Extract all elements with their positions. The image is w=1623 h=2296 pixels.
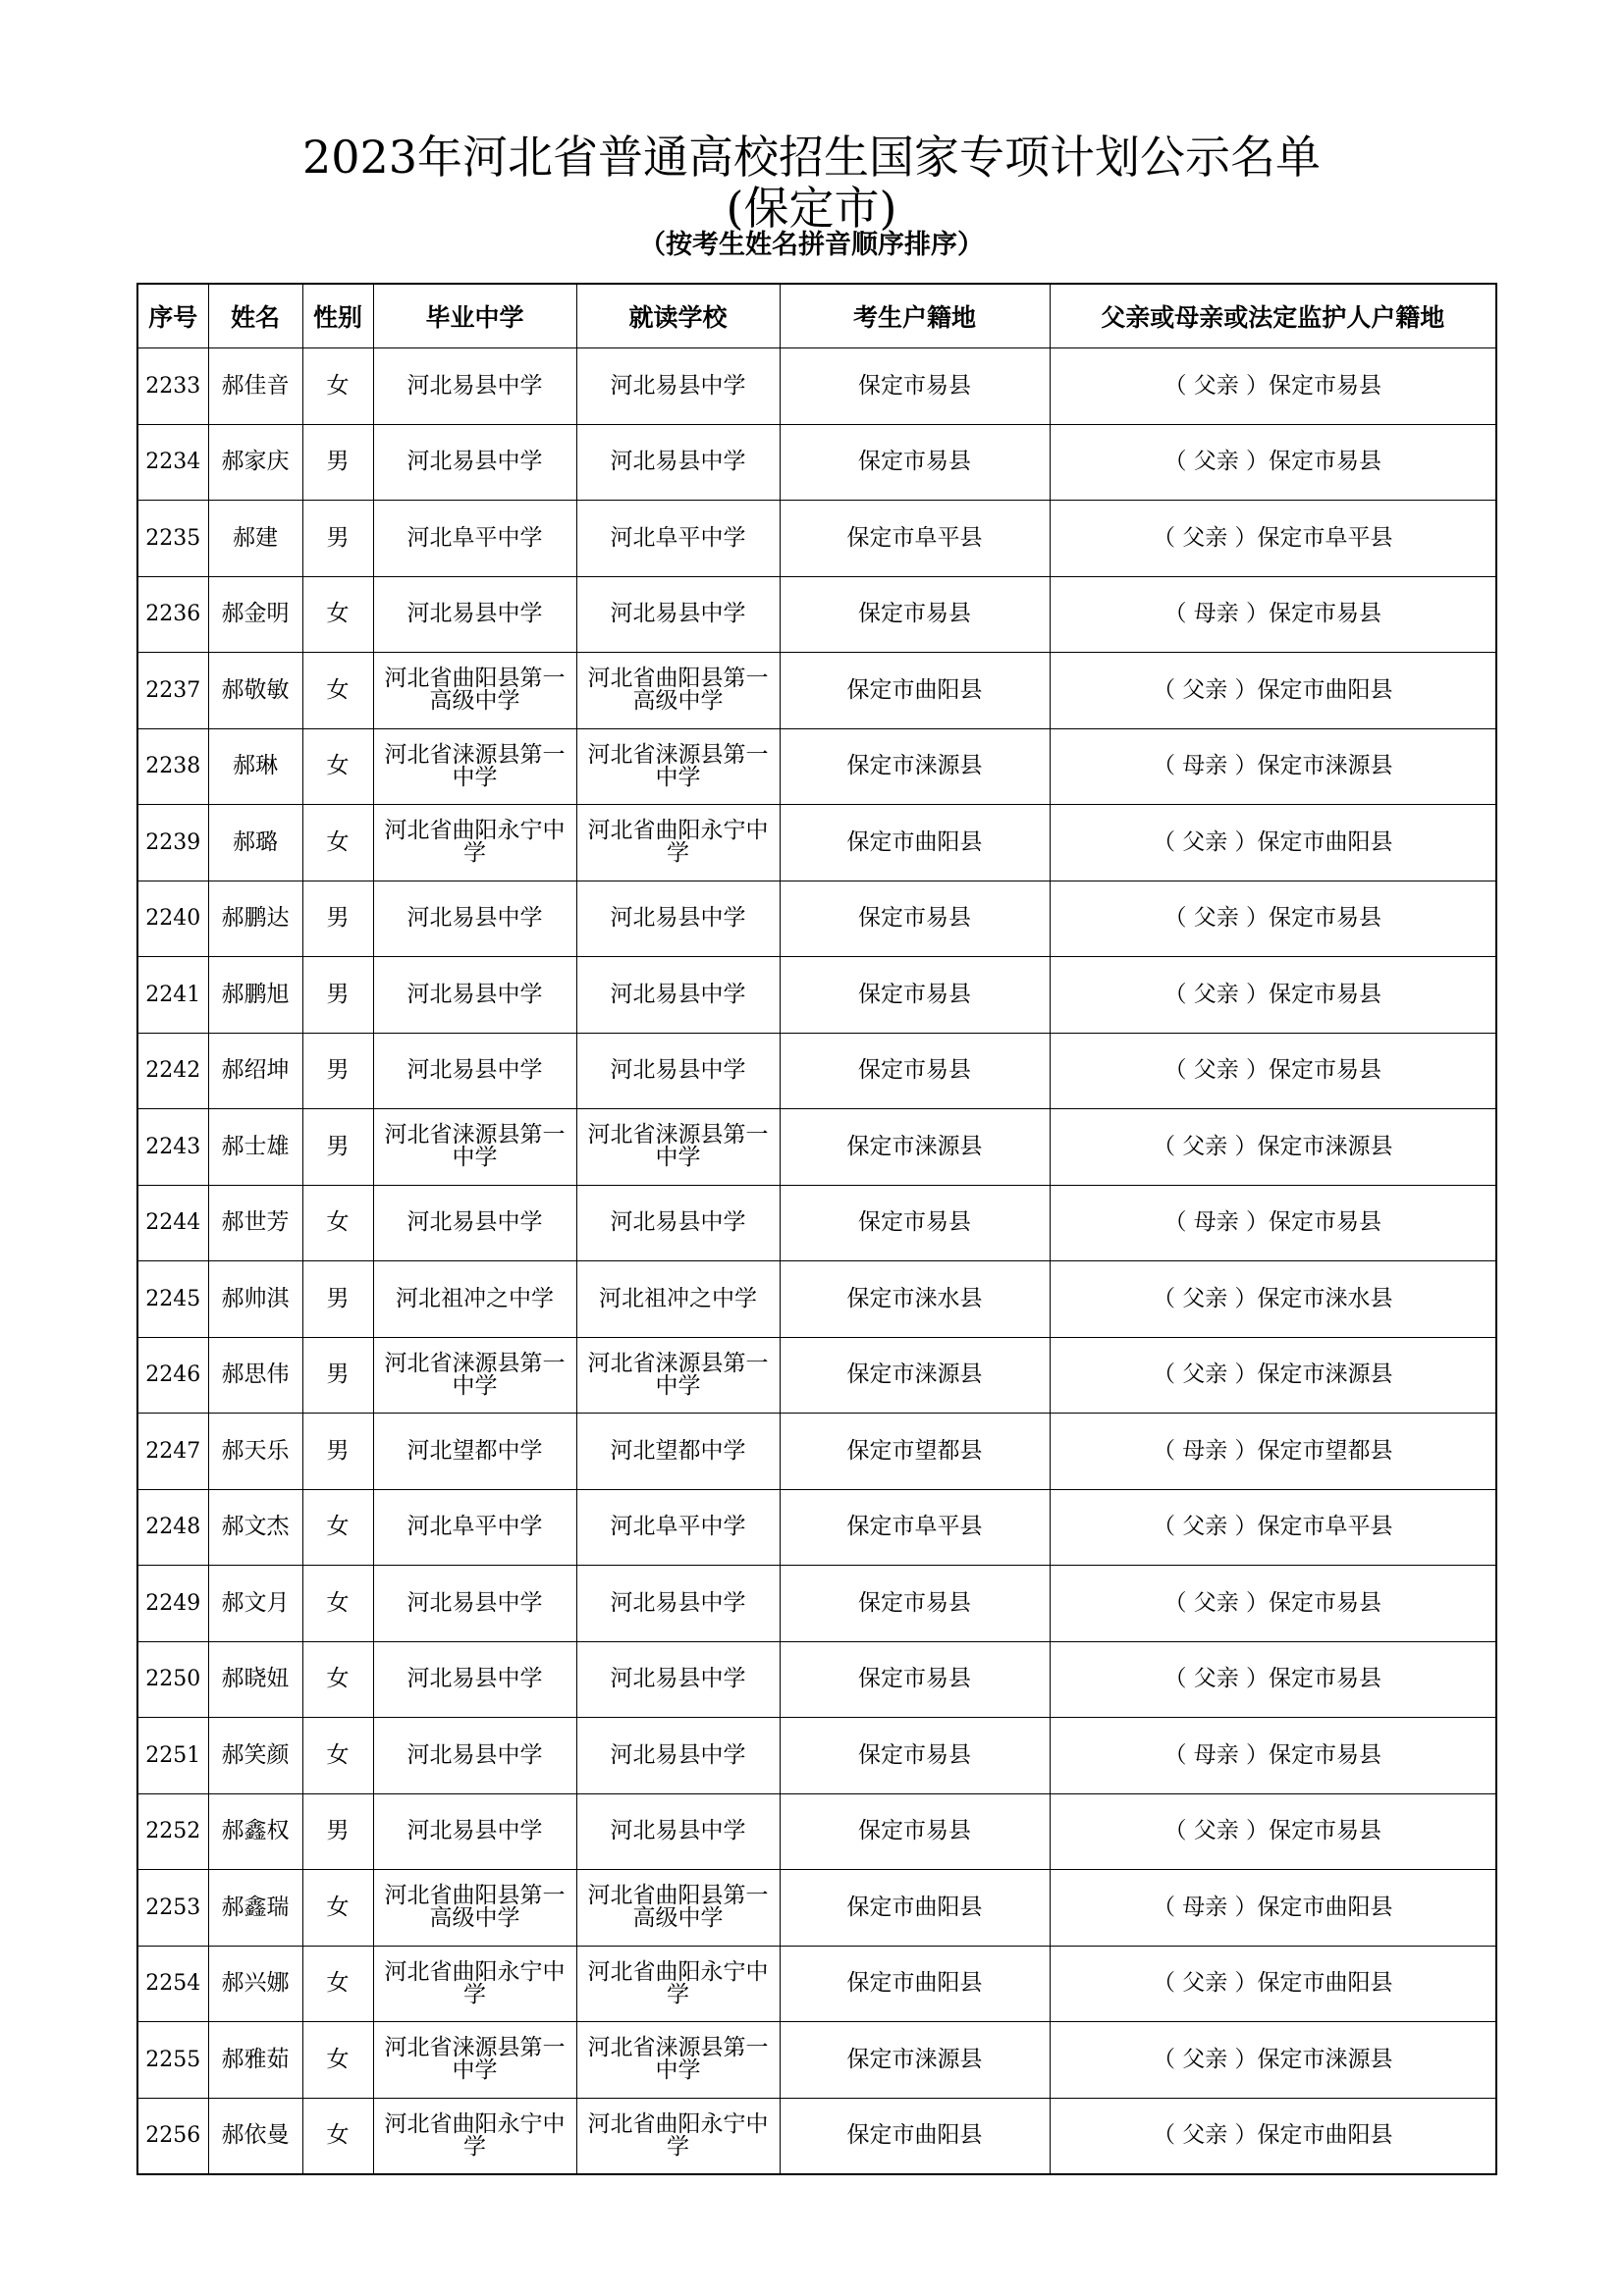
- gender-cell: 女: [302, 576, 373, 653]
- serial-cell: 2248: [137, 1489, 208, 1566]
- current-school-cell: 河北阜平中学: [576, 1489, 780, 1566]
- name-cell: 郝思伟: [208, 1337, 302, 1414]
- serial-cell: 2234: [137, 424, 208, 501]
- guardian-hukou-cell: （ 父亲 ）保定市涞水县: [1050, 1261, 1496, 1338]
- student-hukou-cell: 保定市阜平县: [780, 1489, 1050, 1566]
- name-cell: 郝琳: [208, 728, 302, 805]
- guardian-hukou-cell: （ 母亲 ）保定市易县: [1050, 1718, 1496, 1794]
- graduated-school-cell: 河北阜平中学: [373, 1489, 576, 1566]
- table-row: [137, 1185, 1496, 1261]
- serial-cell: 2244: [137, 1185, 208, 1261]
- serial-cell: 2247: [137, 1414, 208, 1490]
- guardian-hukou-cell: （ 父亲 ）保定市易县: [1050, 1033, 1496, 1109]
- table-row: [137, 1261, 1496, 1338]
- graduated-school-cell: 河北省涞源县第一中学: [373, 1337, 576, 1414]
- current-school-cell: 河北易县中学: [576, 1793, 780, 1870]
- current-school-cell: 河北易县中学: [576, 1566, 780, 1642]
- student-hukou-cell: 保定市易县: [780, 1566, 1050, 1642]
- current-school-cell: 河北易县中学: [576, 1033, 780, 1109]
- current-school-cell: 河北易县中学: [576, 424, 780, 501]
- guardian-hukou-cell: （ 父亲 ）保定市涞源县: [1050, 1109, 1496, 1186]
- guardian-hukou-cell: （ 父亲 ）保定市易县: [1050, 957, 1496, 1034]
- table-row: [137, 805, 1496, 881]
- student-hukou-cell: 保定市曲阳县: [780, 805, 1050, 881]
- student-hukou-cell: 保定市易县: [780, 424, 1050, 501]
- gender-cell: 女: [302, 1185, 373, 1261]
- gender-cell: 女: [302, 2022, 373, 2099]
- guardian-hukou-cell: （ 父亲 ）保定市易县: [1050, 881, 1496, 957]
- table-row: [137, 1946, 1496, 2022]
- student-hukou-cell: 保定市涞源县: [780, 2022, 1050, 2099]
- graduated-school-cell: 河北易县中学: [373, 348, 576, 425]
- student-hukou-cell: 保定市易县: [780, 1641, 1050, 1718]
- table-row: [137, 1718, 1496, 1794]
- guardian-hukou-cell: （ 母亲 ）保定市易县: [1050, 576, 1496, 653]
- gender-cell: 女: [302, 653, 373, 729]
- student-hukou-cell: 保定市涞源县: [780, 1337, 1050, 1414]
- graduated-school-cell: 河北易县中学: [373, 881, 576, 957]
- gender-cell: 女: [302, 348, 373, 425]
- graduated-school-cell: 河北望都中学: [373, 1414, 576, 1490]
- name-cell: 郝兴娜: [208, 1946, 302, 2022]
- current-school-cell: 河北祖冲之中学: [576, 1261, 780, 1338]
- current-school-cell: 河北易县中学: [576, 1185, 780, 1261]
- gender-cell: 女: [302, 1566, 373, 1642]
- graduated-school-cell: 河北省涞源县第一中学: [373, 2022, 576, 2099]
- serial-cell: 2255: [137, 2022, 208, 2099]
- graduated-school-cell: 河北易县中学: [373, 1793, 576, 1870]
- serial-cell: 2235: [137, 501, 208, 577]
- table-row: [137, 1414, 1496, 1490]
- name-cell: 郝文杰: [208, 1489, 302, 1566]
- graduated-school-cell: 河北易县中学: [373, 1641, 576, 1718]
- guardian-hukou-cell: （ 父亲 ）保定市阜平县: [1050, 1489, 1496, 1566]
- current-school-cell: 河北省曲阳永宁中学: [576, 805, 780, 881]
- name-cell: 郝鹏达: [208, 881, 302, 957]
- serial-cell: 2241: [137, 957, 208, 1034]
- guardian-hukou-cell: （ 父亲 ）保定市曲阳县: [1050, 805, 1496, 881]
- guardian-hukou-cell: （ 母亲 ）保定市曲阳县: [1050, 1870, 1496, 1947]
- guardian-hukou-cell: （ 父亲 ）保定市易县: [1050, 1641, 1496, 1718]
- page-title: 2023年河北省普通高校招生国家专项计划公示名单: [301, 131, 1322, 184]
- graduated-school-cell: 河北易县中学: [373, 1718, 576, 1794]
- gender-cell: 女: [302, 1870, 373, 1947]
- current-school-cell: 河北易县中学: [576, 881, 780, 957]
- name-cell: 郝敬敏: [208, 653, 302, 729]
- serial-cell: 2242: [137, 1033, 208, 1109]
- serial-cell: 2243: [137, 1109, 208, 1186]
- name-cell: 郝士雄: [208, 1109, 302, 1186]
- current-school-cell: 河北阜平中学: [576, 501, 780, 577]
- student-hukou-cell: 保定市曲阳县: [780, 1946, 1050, 2022]
- gender-cell: 男: [302, 1261, 373, 1338]
- column-header: 毕业中学: [373, 284, 576, 348]
- guardian-hukou-cell: （ 父亲 ）保定市阜平县: [1050, 501, 1496, 577]
- serial-cell: 2250: [137, 1641, 208, 1718]
- current-school-cell: 河北易县中学: [576, 1641, 780, 1718]
- table-row: [137, 1109, 1496, 1186]
- serial-cell: 2233: [137, 348, 208, 425]
- column-header: 考生户籍地: [780, 284, 1050, 348]
- name-cell: 郝文月: [208, 1566, 302, 1642]
- table-row: [137, 2098, 1496, 2174]
- serial-cell: 2238: [137, 728, 208, 805]
- guardian-hukou-cell: （ 父亲 ）保定市曲阳县: [1050, 653, 1496, 729]
- guardian-hukou-cell: （ 父亲 ）保定市易县: [1050, 1793, 1496, 1870]
- serial-cell: 2249: [137, 1566, 208, 1642]
- graduated-school-cell: 河北省涞源县第一中学: [373, 1109, 576, 1186]
- guardian-hukou-cell: （ 母亲 ）保定市涞源县: [1050, 728, 1496, 805]
- column-header: 性别: [302, 284, 373, 348]
- gender-cell: 男: [302, 1109, 373, 1186]
- serial-cell: 2256: [137, 2098, 208, 2174]
- graduated-school-cell: 河北易县中学: [373, 576, 576, 653]
- table-row: [137, 1641, 1496, 1718]
- name-cell: 郝依曼: [208, 2098, 302, 2174]
- serial-cell: 2254: [137, 1946, 208, 2022]
- current-school-cell: 河北易县中学: [576, 957, 780, 1034]
- serial-cell: 2251: [137, 1718, 208, 1794]
- student-hukou-cell: 保定市曲阳县: [780, 2098, 1050, 2174]
- guardian-hukou-cell: （ 父亲 ）保定市易县: [1050, 1566, 1496, 1642]
- table-row: [137, 1337, 1496, 1414]
- graduated-school-cell: 河北易县中学: [373, 424, 576, 501]
- table-row: [137, 348, 1496, 425]
- student-hukou-cell: 保定市涞水县: [780, 1261, 1050, 1338]
- current-school-cell: 河北望都中学: [576, 1414, 780, 1490]
- graduated-school-cell: 河北易县中学: [373, 1033, 576, 1109]
- gender-cell: 男: [302, 1414, 373, 1490]
- gender-cell: 女: [302, 728, 373, 805]
- student-hukou-cell: 保定市涞源县: [780, 1109, 1050, 1186]
- table-row: [137, 653, 1496, 729]
- gender-cell: 男: [302, 424, 373, 501]
- graduated-school-cell: 河北省曲阳县第一高级中学: [373, 653, 576, 729]
- gender-cell: 女: [302, 1641, 373, 1718]
- graduated-school-cell: 河北易县中学: [373, 1185, 576, 1261]
- column-header: 姓名: [208, 284, 302, 348]
- serial-cell: 2237: [137, 653, 208, 729]
- student-hukou-cell: 保定市易县: [780, 1033, 1050, 1109]
- current-school-cell: 河北易县中学: [576, 576, 780, 653]
- graduated-school-cell: 河北省涞源县第一中学: [373, 728, 576, 805]
- table-row: [137, 957, 1496, 1034]
- current-school-cell: 河北易县中学: [576, 348, 780, 425]
- gender-cell: 女: [302, 805, 373, 881]
- current-school-cell: 河北省曲阳县第一高级中学: [576, 653, 780, 729]
- guardian-hukou-cell: （ 父亲 ）保定市易县: [1050, 424, 1496, 501]
- applicant-table: [136, 283, 1497, 2175]
- guardian-hukou-cell: （ 母亲 ）保定市望都县: [1050, 1414, 1496, 1490]
- table-row: [137, 1566, 1496, 1642]
- student-hukou-cell: 保定市涞源县: [780, 728, 1050, 805]
- graduated-school-cell: 河北阜平中学: [373, 501, 576, 577]
- gender-cell: 女: [302, 1489, 373, 1566]
- current-school-cell: 河北省曲阳县第一高级中学: [576, 1870, 780, 1947]
- serial-cell: 2240: [137, 881, 208, 957]
- student-hukou-cell: 保定市阜平县: [780, 501, 1050, 577]
- name-cell: 郝天乐: [208, 1414, 302, 1490]
- graduated-school-cell: 河北省曲阳县第一高级中学: [373, 1870, 576, 1947]
- table-row: [137, 1489, 1496, 1566]
- table-body: [137, 348, 1496, 2175]
- guardian-hukou-cell: （ 母亲 ）保定市易县: [1050, 1185, 1496, 1261]
- serial-cell: 2236: [137, 576, 208, 653]
- serial-cell: 2246: [137, 1337, 208, 1414]
- name-cell: 郝金明: [208, 576, 302, 653]
- table-row: [137, 576, 1496, 653]
- guardian-hukou-cell: （ 父亲 ）保定市涞源县: [1050, 2022, 1496, 2099]
- gender-cell: 男: [302, 881, 373, 957]
- table-row: [137, 501, 1496, 577]
- serial-cell: 2253: [137, 1870, 208, 1947]
- gender-cell: 男: [302, 1793, 373, 1870]
- current-school-cell: 河北省涞源县第一中学: [576, 1337, 780, 1414]
- name-cell: 郝笑颜: [208, 1718, 302, 1794]
- graduated-school-cell: 河北省曲阳永宁中学: [373, 1946, 576, 2022]
- graduated-school-cell: 河北易县中学: [373, 1566, 576, 1642]
- table-row: [137, 1870, 1496, 1947]
- table-row: [137, 2022, 1496, 2099]
- guardian-hukou-cell: （ 父亲 ）保定市曲阳县: [1050, 2098, 1496, 2174]
- name-cell: 郝鑫权: [208, 1793, 302, 1870]
- table-row: [137, 881, 1496, 957]
- gender-cell: 女: [302, 1946, 373, 2022]
- student-hukou-cell: 保定市易县: [780, 1718, 1050, 1794]
- graduated-school-cell: 河北易县中学: [373, 957, 576, 1034]
- name-cell: 郝鹏旭: [208, 957, 302, 1034]
- guardian-hukou-cell: （ 父亲 ）保定市涞源县: [1050, 1337, 1496, 1414]
- current-school-cell: 河北省曲阳永宁中学: [576, 1946, 780, 2022]
- page-subtitle: (保定市): [726, 182, 897, 235]
- name-cell: 郝雅茹: [208, 2022, 302, 2099]
- name-cell: 郝璐: [208, 805, 302, 881]
- student-hukou-cell: 保定市易县: [780, 1185, 1050, 1261]
- table-row: [137, 1793, 1496, 1870]
- name-cell: 郝帅淇: [208, 1261, 302, 1338]
- column-header: 序号: [137, 284, 208, 348]
- name-cell: 郝建: [208, 501, 302, 577]
- current-school-cell: 河北省涞源县第一中学: [576, 1109, 780, 1186]
- current-school-cell: 河北省涞源县第一中学: [576, 2022, 780, 2099]
- column-header: 父亲或母亲或法定监护人户籍地: [1050, 284, 1496, 348]
- graduated-school-cell: 河北省曲阳永宁中学: [373, 2098, 576, 2174]
- graduated-school-cell: 河北省曲阳永宁中学: [373, 805, 576, 881]
- table-header-row: [137, 284, 1496, 348]
- student-hukou-cell: 保定市易县: [780, 957, 1050, 1034]
- table-row: [137, 424, 1496, 501]
- student-hukou-cell: 保定市曲阳县: [780, 653, 1050, 729]
- student-hukou-cell: 保定市易县: [780, 576, 1050, 653]
- serial-cell: 2239: [137, 805, 208, 881]
- gender-cell: 男: [302, 1337, 373, 1414]
- name-cell: 郝晓妞: [208, 1641, 302, 1718]
- serial-cell: 2245: [137, 1261, 208, 1338]
- current-school-cell: 河北省曲阳永宁中学: [576, 2098, 780, 2174]
- column-header: 就读学校: [576, 284, 780, 348]
- gender-cell: 男: [302, 957, 373, 1034]
- table-row: [137, 1033, 1496, 1109]
- table-row: [137, 728, 1496, 805]
- name-cell: 郝家庆: [208, 424, 302, 501]
- student-hukou-cell: 保定市望都县: [780, 1414, 1050, 1490]
- student-hukou-cell: 保定市易县: [780, 348, 1050, 425]
- graduated-school-cell: 河北祖冲之中学: [373, 1261, 576, 1338]
- gender-cell: 女: [302, 2098, 373, 2174]
- student-hukou-cell: 保定市曲阳县: [780, 1870, 1050, 1947]
- current-school-cell: 河北省涞源县第一中学: [576, 728, 780, 805]
- gender-cell: 男: [302, 1033, 373, 1109]
- serial-cell: 2252: [137, 1793, 208, 1870]
- name-cell: 郝绍坤: [208, 1033, 302, 1109]
- name-cell: 郝鑫瑞: [208, 1870, 302, 1947]
- name-cell: 郝佳音: [208, 348, 302, 425]
- current-school-cell: 河北易县中学: [576, 1718, 780, 1794]
- name-cell: 郝世芳: [208, 1185, 302, 1261]
- gender-cell: 男: [302, 501, 373, 577]
- guardian-hukou-cell: （ 父亲 ）保定市易县: [1050, 348, 1496, 425]
- sort-note: （按考生姓名拼音顺序排序）: [639, 230, 984, 260]
- gender-cell: 女: [302, 1718, 373, 1794]
- student-hukou-cell: 保定市易县: [780, 1793, 1050, 1870]
- student-hukou-cell: 保定市易县: [780, 881, 1050, 957]
- guardian-hukou-cell: （ 父亲 ）保定市曲阳县: [1050, 1946, 1496, 2022]
